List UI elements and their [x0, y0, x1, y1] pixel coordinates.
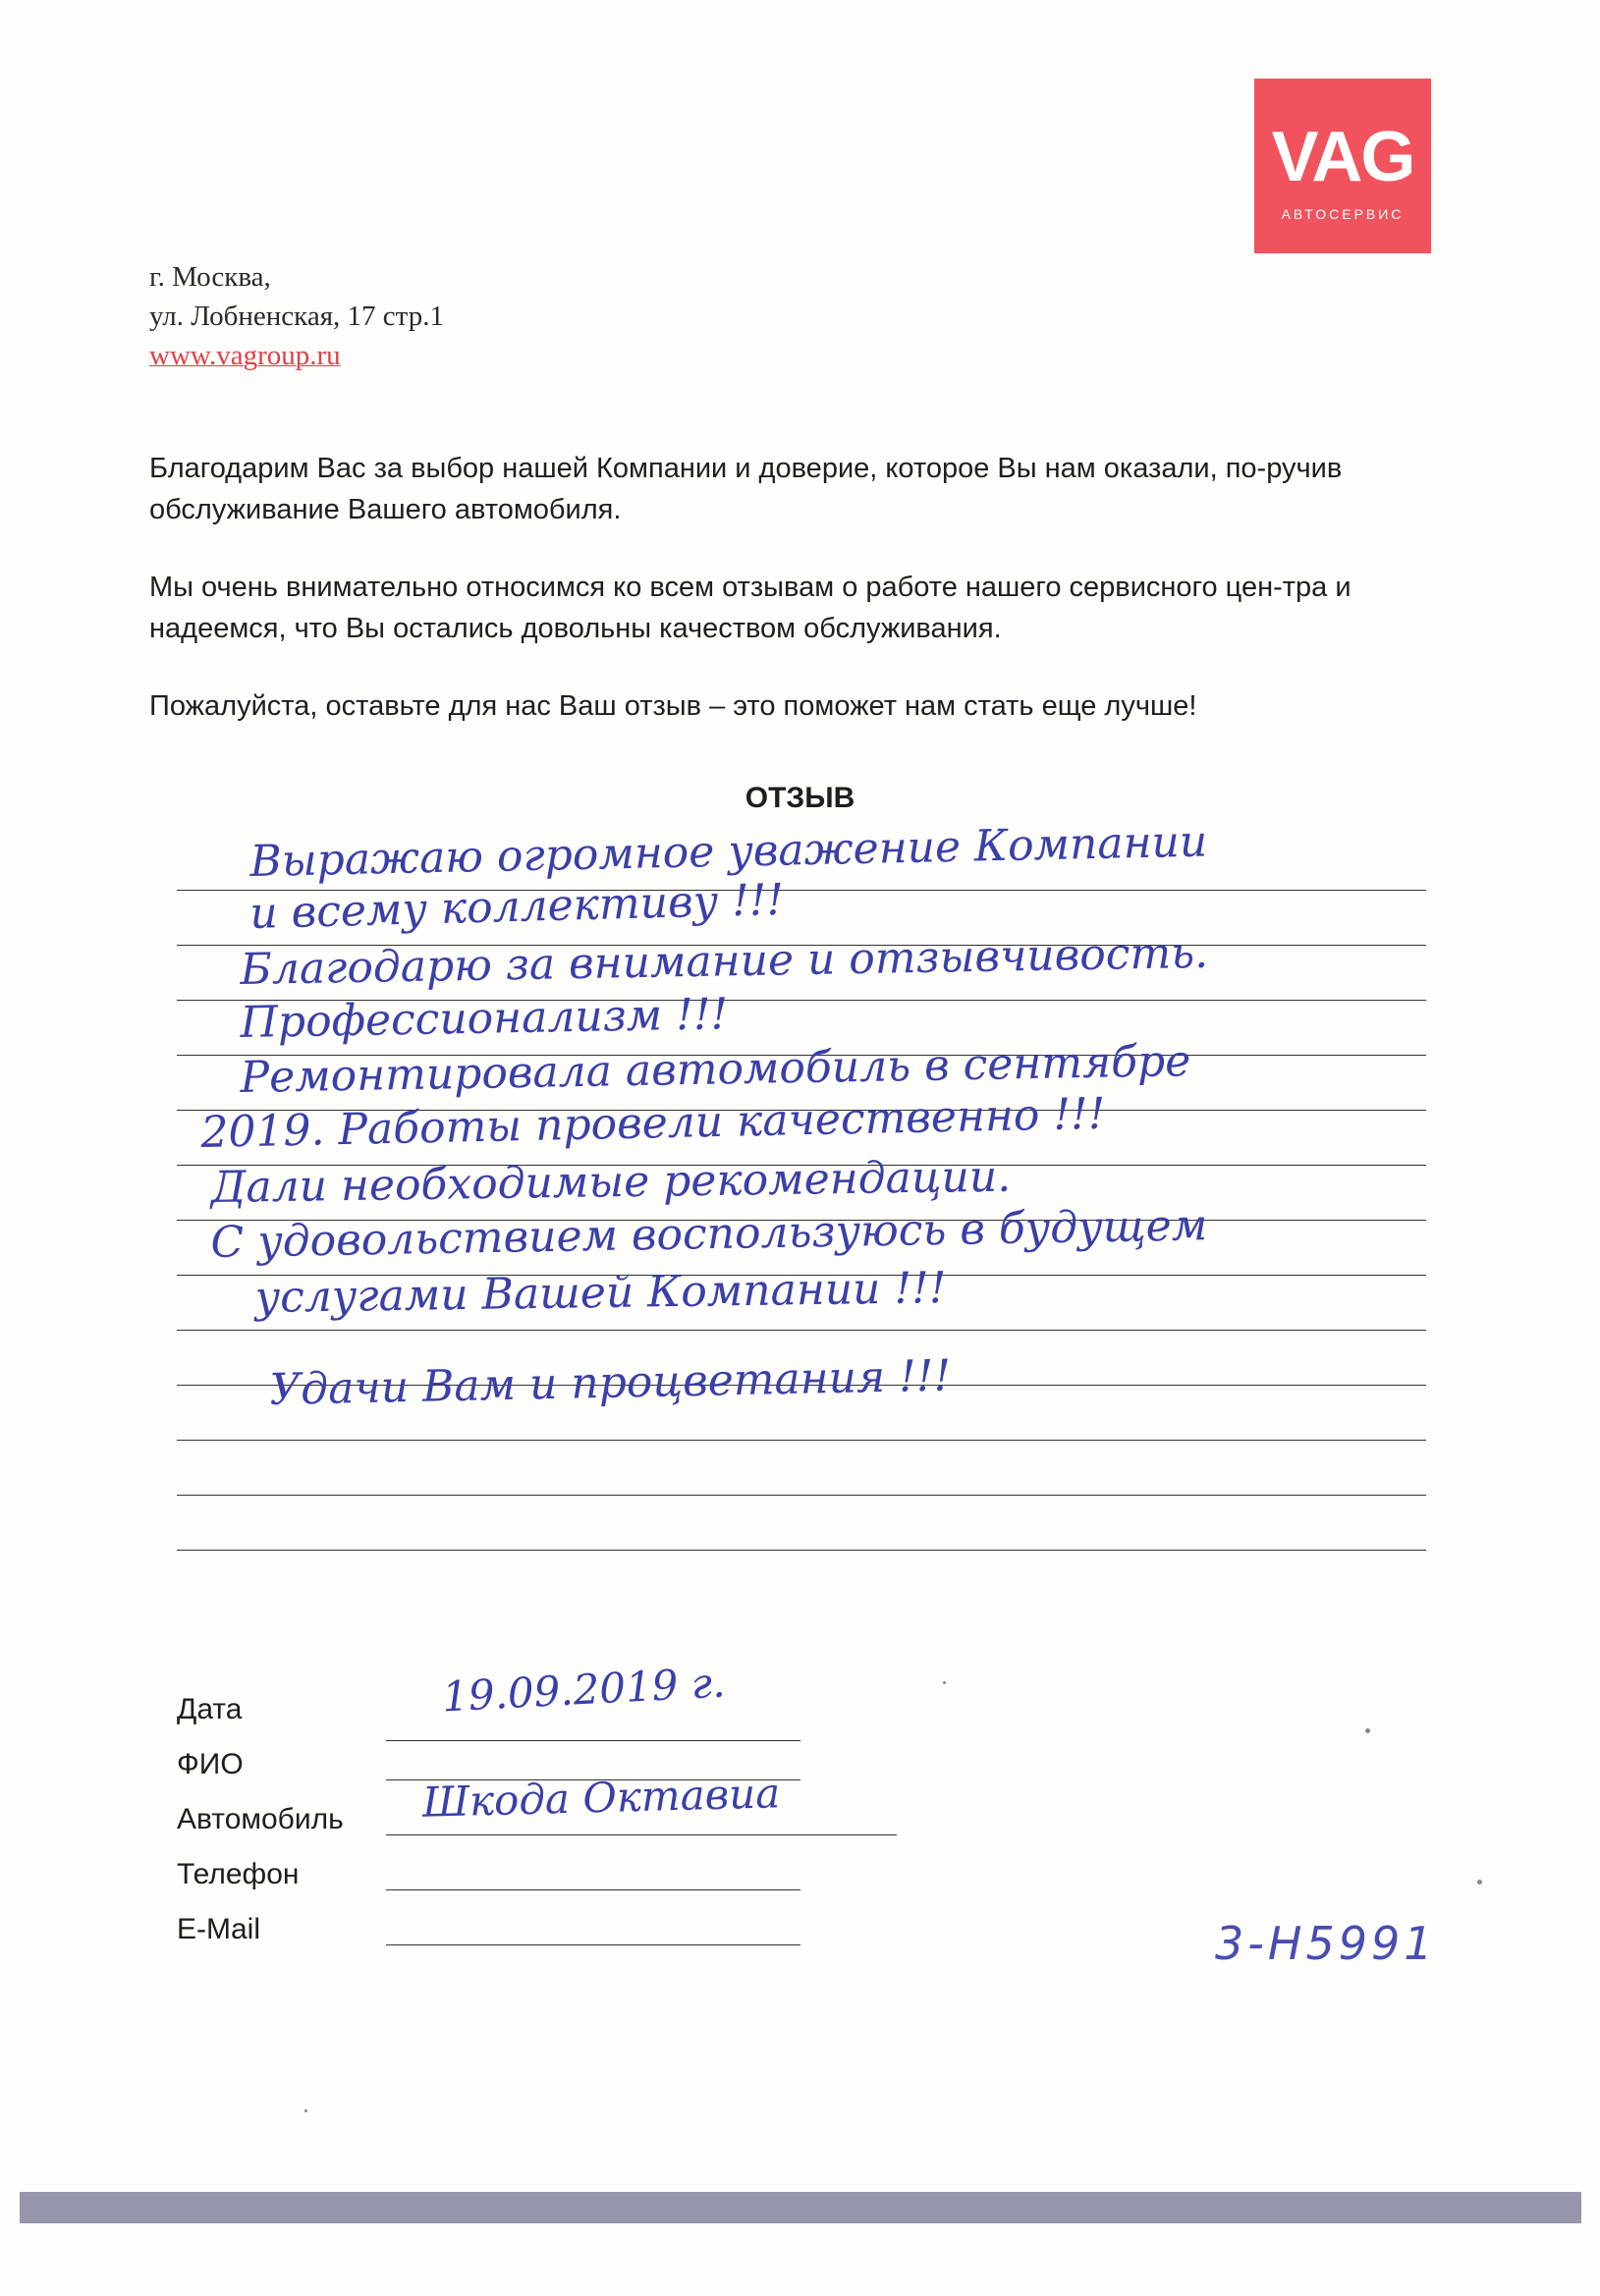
ruled-line [177, 1330, 1426, 1331]
car-label: Автомобиль [177, 1803, 344, 1835]
ruled-line [177, 1165, 1426, 1166]
intro-text [149, 448, 1436, 763]
scan-speck [304, 2109, 307, 2112]
ruled-line [177, 1055, 1426, 1056]
ruled-line [177, 1385, 1426, 1386]
address-block [149, 257, 444, 375]
handwritten-line-7: Дали необходимые рекомендации. [210, 1151, 1012, 1213]
scan-speck [1477, 1880, 1482, 1885]
address-city: г. Москва, [149, 261, 271, 293]
ruled-line [177, 1550, 1426, 1551]
intro-paragraph-3: Пожалуйста, оставьте для нас Ваш отзыв – это поможет нам стать еще лучше! [149, 690, 1197, 722]
ruled-line [177, 945, 1426, 946]
reference-code: 3-Н5991 [1215, 1917, 1437, 1970]
handwritten-line-10: Удачи Вам и процветания !!! [268, 1350, 952, 1415]
handwritten-line-6: 2019. Работы провели качественно !!! [199, 1088, 1106, 1158]
intro-paragraph-1: Благодарим Вас за выбор нашей Компании и доверие, которое Вы нам оказали, по-ручив обслуживание Вашего автомобиля. [149, 453, 1343, 525]
ruled-line [177, 1495, 1426, 1496]
handwritten-line-1: Выражаю огромное уважение Компании [248, 816, 1208, 887]
ruled-line [177, 890, 1426, 891]
logo-word: VAG [1271, 118, 1414, 196]
email-field-line[interactable] [386, 1944, 800, 1945]
address-street: ул. Лобненская, 17 стр.1 [149, 301, 444, 332]
phone-label: Телефон [177, 1858, 300, 1890]
website-link[interactable]: www.vagroup.ru [149, 340, 341, 371]
date-field-line[interactable] [386, 1740, 800, 1741]
scan-speck [943, 1681, 946, 1684]
ruled-line [177, 1000, 1426, 1001]
vag-logo [1254, 79, 1431, 253]
date-value: 19.09.2019 г. [440, 1658, 727, 1722]
ruled-line [177, 1110, 1426, 1111]
handwritten-line-4: Профессионализм !!! [240, 989, 729, 1048]
date-label: Дата [177, 1693, 243, 1725]
name-label: ФИО [177, 1748, 244, 1780]
car-field-line[interactable] [386, 1834, 897, 1835]
handwritten-line-3: Благодарю за внимание и отзывчивость. [240, 927, 1209, 995]
handwritten-line-8: С удовольствием воспользуюсь в будущем [210, 1200, 1208, 1268]
handwritten-line-2: и всему коллективу !!! [248, 874, 785, 939]
intro-paragraph-2: Мы очень внимательно относимся ко всем отзывам о работе нашего сервисного цен-тра и надеемся, что Вы остались довольны качеством обслуживания. [149, 572, 1352, 644]
ruled-line [177, 1440, 1426, 1441]
scan-speck [1365, 1728, 1370, 1733]
email-label: E-Mail [177, 1913, 261, 1945]
logo-subtitle: АВТОСЕРВИС [1281, 206, 1405, 222]
car-value: Шкода Октавиа [421, 1769, 781, 1827]
phone-field-line[interactable] [386, 1889, 800, 1890]
ruled-line [177, 1220, 1426, 1221]
footer-bar [20, 2192, 1581, 2223]
ruled-line [177, 1275, 1426, 1276]
review-title: ОТЗЫВ [745, 782, 855, 814]
handwritten-line-9: услугами Вашей Компании !!! [254, 1263, 947, 1323]
handwritten-line-5: Ремонтировала автомобиль в сентябре [240, 1036, 1191, 1103]
